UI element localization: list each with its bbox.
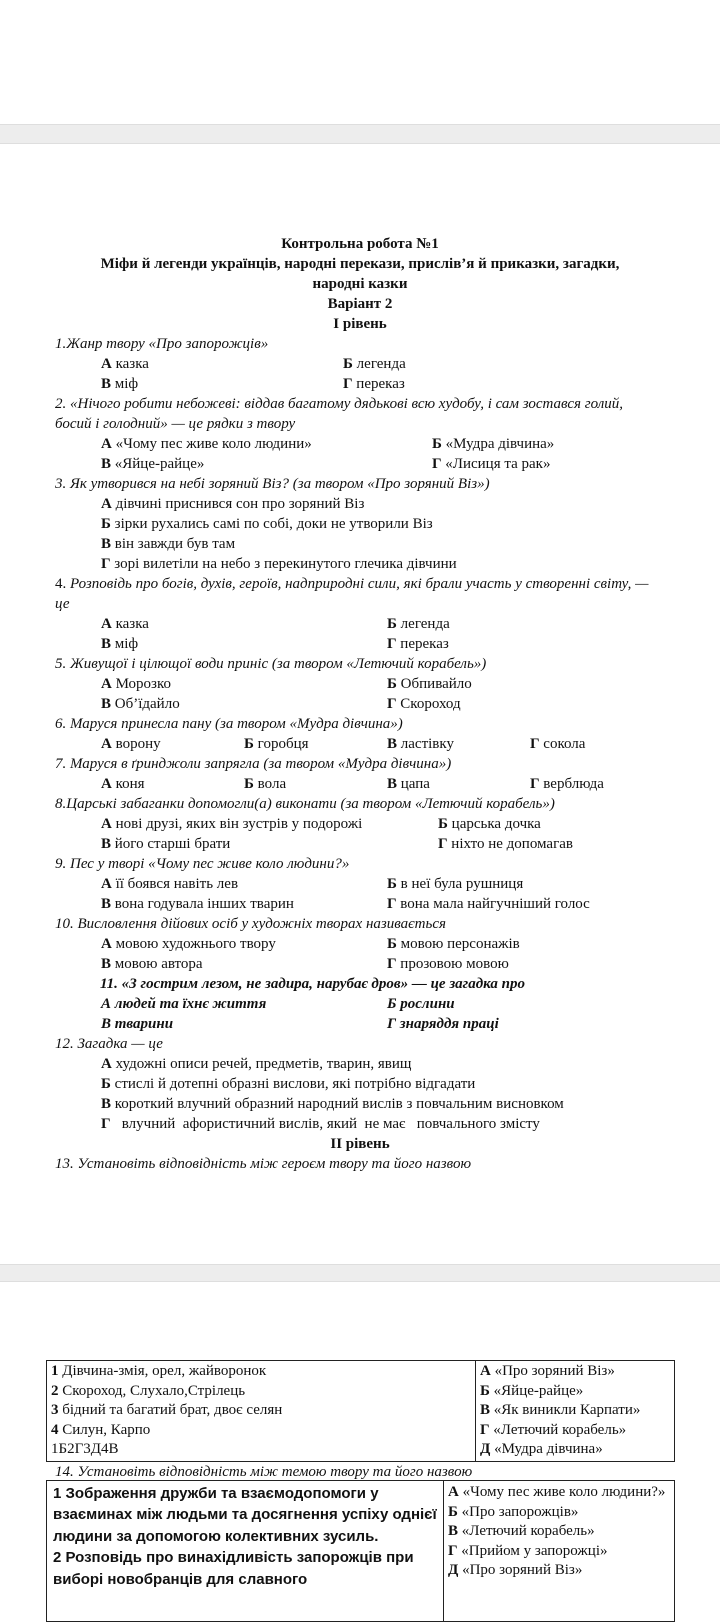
question-4: 4. Розповідь про богів, духів, героїв, надприродні сили, які брали участь у створенні світу, — це xyxy=(55,576,649,612)
option-g: Г вона мала найгучніший голос xyxy=(387,896,590,912)
option-v: В «Яйце-райце» xyxy=(101,456,205,472)
option-a: А «Чому пес живе коло людини» xyxy=(101,436,312,452)
option-v: В тварини xyxy=(101,1016,174,1032)
answer-row xyxy=(0,1014,720,1034)
answer-row xyxy=(0,374,720,394)
answer-row xyxy=(0,814,720,834)
option-b: Б рослини xyxy=(387,996,455,1012)
option-v: В Об’їдайло xyxy=(101,696,180,712)
answer-row xyxy=(0,454,720,474)
page-break-gap xyxy=(0,1264,720,1282)
option-a: А Морозко xyxy=(101,676,172,692)
table-right-column xyxy=(444,1481,674,1621)
option-v: В ластівку xyxy=(387,736,454,752)
option-a: А дівчині приснився сон про зоряний Віз xyxy=(101,496,365,512)
option-b: Б Обпивайло xyxy=(387,676,472,692)
table-row: 4 Силун, Карпо xyxy=(51,1421,151,1438)
answer-row xyxy=(0,834,720,854)
question-13: 13. Установіть відповідність між героєм твору та його назвою xyxy=(55,1156,472,1172)
table-row: 2 Скороход, Слухало,Стрілець xyxy=(51,1382,246,1399)
option-b: Б «Мудра дівчина» xyxy=(432,436,555,452)
option-b: Б в неї була рушниця xyxy=(387,876,524,892)
option-v: В він завжди був там xyxy=(101,536,236,552)
option-b: Б зірки рухались самі по собі, доки не утворили Віз xyxy=(101,516,433,532)
answer-row xyxy=(0,634,720,654)
option-v: В мовою автора xyxy=(101,956,203,972)
option-v: В короткий влучний образний народний вислів з повчальним висновком xyxy=(101,1096,564,1112)
table-row: В «Летючий корабель» xyxy=(448,1523,595,1540)
answer-row xyxy=(0,354,720,374)
option-g: Г ніхто не допомагав xyxy=(438,836,573,852)
option-b: Б вола xyxy=(244,776,287,792)
option-a: А коня xyxy=(101,776,145,792)
question-7: 7. Маруся в ґринджоли запрягла (за твором «Мудра дівчина») xyxy=(55,756,452,772)
answer-row xyxy=(0,434,720,454)
answer-row xyxy=(0,874,720,894)
option-a: А казка xyxy=(101,356,149,372)
option-b: Б мовою персонажів xyxy=(387,936,520,952)
option-a: А казка xyxy=(101,616,149,632)
option-g: Г зорі вилетіли на небо з перекинутого глечика дівчини xyxy=(101,556,457,572)
question-12: 12. Загадка — це xyxy=(55,1036,163,1052)
question-5: 5. Живущої і цілющої води приніс (за твором «Летючий корабель») xyxy=(55,656,487,672)
option-v: В його старші брати xyxy=(101,836,231,852)
table-row: 3 бідний та багатий брат, двоє селян xyxy=(51,1402,283,1419)
table-row: Г «Прийом у запорожці» xyxy=(448,1542,608,1559)
doc-subtitle: народні казки xyxy=(312,276,408,292)
option-v: В цапа xyxy=(387,776,430,792)
table-row: В «Як виникли Карпати» xyxy=(480,1402,641,1419)
table-row: Б «Яйце-райце» xyxy=(480,1382,584,1399)
question-14: 14. Установіть відповідність між темою твору та його назвою xyxy=(55,1464,473,1480)
option-g: Г прозовою мовою xyxy=(387,956,509,972)
answer-row xyxy=(0,774,720,794)
answer-row xyxy=(0,734,720,754)
question-8: 8.Царські забаганки допомогли(а) виконати (за твором «Летючий корабель») xyxy=(55,796,555,812)
table-row: Д «Мудра дівчина» xyxy=(480,1441,603,1458)
table-left-column xyxy=(47,1481,444,1621)
option-g: Г переказ xyxy=(343,376,405,392)
matching-table-13 xyxy=(46,1360,675,1462)
matching-table-14 xyxy=(46,1480,675,1622)
table-row: Б «Про запорожців» xyxy=(448,1503,579,1520)
table-row: А «Чому пес живе коло людини?» xyxy=(448,1484,666,1500)
answer-row xyxy=(0,994,720,1014)
option-a: А її боявся навіть лев xyxy=(101,876,239,892)
answer-row xyxy=(0,614,720,634)
variant-label: Варіант 2 xyxy=(327,296,393,312)
doc-title: Контрольна робота №1 xyxy=(281,236,439,252)
level-label: І рівень xyxy=(333,316,387,332)
question-11: 11. «З гострим лезом, не задира, нарубає дров» — це загадка про xyxy=(100,976,525,992)
table-row: 2 Розповідь про винахідливість запорожців при виборі новобранців для славного xyxy=(53,1549,414,1588)
answer-row xyxy=(0,894,720,914)
question-1: 1.Жанр твору «Про запорожців» xyxy=(55,336,269,352)
option-b: Б царська дочка xyxy=(438,816,541,832)
option-g: Г влучний афористичний вислів, який не має повчального змісту xyxy=(101,1116,540,1132)
option-a: А людей та їхнє життя xyxy=(101,996,267,1012)
option-v: В міф xyxy=(101,376,139,392)
table-left-column xyxy=(47,1361,476,1461)
question-10: 10. Висловлення дійових осіб у художніх творах називається xyxy=(55,916,446,932)
question-2: 2. «Нічого робити небожеві: віддав багатому дядькові всю худобу, і сам зостався голий, босий і голодний» — це рядки з твору xyxy=(55,396,624,432)
level-label: ІІ рівень xyxy=(330,1136,390,1152)
page-break-gap xyxy=(0,124,720,144)
answer-row xyxy=(0,674,720,694)
answer-row xyxy=(0,934,720,954)
answer-row xyxy=(0,694,720,714)
option-b: Б стислі й дотепні образні вислови, які потрібно відгадати xyxy=(101,1076,476,1092)
table-row: 1 Зображення дружби та взаємодопомоги у взаєминах між людьми та досягнення успіху однієї людини за допомогою колективних зусиль. xyxy=(53,1485,437,1545)
option-a: А художні описи речей, предметів, тварин, явищ xyxy=(101,1056,412,1072)
option-a: А нові друзі, яких він зустрів у подорожі xyxy=(101,816,363,832)
option-a: А ворону xyxy=(101,736,161,752)
question-6: 6. Маруся принесла пану (за твором «Мудра дівчина») xyxy=(55,716,403,732)
option-b: Б легенда xyxy=(387,616,450,632)
answer-row xyxy=(0,954,720,974)
table-row: 1 Дівчина-змія, орел, жайворонок xyxy=(51,1363,267,1379)
question-9: 9. Пес у творі «Чому пес живе коло людини?» xyxy=(55,856,350,872)
option-v: В міф xyxy=(101,636,139,652)
option-g: Г переказ xyxy=(387,636,449,652)
answer-key: 1Б2Г3Д4В xyxy=(51,1441,119,1458)
table-row: А «Про зоряний Віз» xyxy=(480,1363,615,1379)
option-b: Б легенда xyxy=(343,356,406,372)
option-a: А мовою художнього твору xyxy=(101,936,276,952)
table-row: Г «Летючий корабель» xyxy=(480,1421,627,1438)
question-3: 3. Як утворився на небі зоряний Віз? (за твором «Про зоряний Віз») xyxy=(55,476,490,492)
table-right-column xyxy=(476,1361,674,1461)
option-g: Г знаряддя праці xyxy=(387,1016,499,1032)
option-g: Г Скороход xyxy=(387,696,461,712)
option-g: Г «Лисиця та рак» xyxy=(432,456,551,472)
document-page xyxy=(0,234,720,1174)
option-g: Г верблюда xyxy=(530,776,604,792)
option-g: Г сокола xyxy=(530,736,586,752)
doc-subtitle: Міфи й легенди українців, народні перекази, прислів’я й приказки, загадки, xyxy=(100,256,620,272)
option-v: В вона годувала інших тварин xyxy=(101,896,294,912)
table-row: Д «Про зоряний Віз» xyxy=(448,1562,583,1579)
option-b: Б горобця xyxy=(244,736,309,752)
